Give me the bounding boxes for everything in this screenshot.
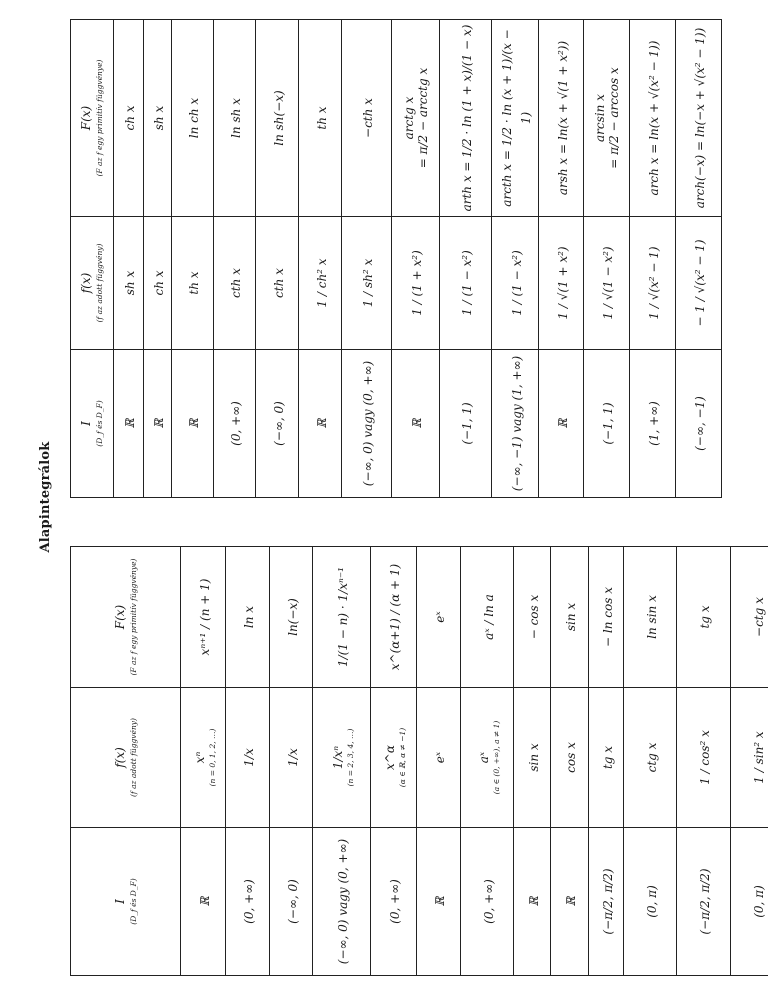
- primitive-cell: sin x: [551, 547, 589, 688]
- header-function: f(x) (f az adott függvény): [71, 217, 114, 350]
- table-row: [630, 20, 676, 498]
- function-cell: cth x: [256, 217, 299, 350]
- interval-cell: (−1, 1): [584, 350, 630, 498]
- interval-cell: ℝ: [299, 350, 342, 498]
- primitive-cell: ch x: [114, 20, 144, 217]
- function-cell: 1 / √(1 + x²): [539, 217, 584, 350]
- function-cell: 1/xⁿ (n = 2, 3, 4, …): [313, 688, 371, 828]
- primitive-cell: −cth x: [342, 20, 392, 217]
- integral-table-left: [70, 546, 768, 976]
- page-title: Alapintegrálok: [38, 441, 53, 553]
- interval-cell: ℝ: [392, 350, 440, 498]
- table-row: [676, 20, 722, 498]
- function-cell: − 1 / √(x² − 1): [676, 217, 722, 350]
- table-row: [392, 20, 440, 498]
- table-row: [226, 547, 270, 976]
- primitive-cell: arth x = 1/2 · ln (1 + x)/(1 − x): [440, 20, 492, 217]
- table-row: [539, 20, 584, 498]
- table-header-row: [71, 20, 114, 498]
- function-cell: 1 / (1 + x²): [392, 217, 440, 350]
- header-interval: I (D_f és D_F): [71, 828, 181, 976]
- header-function: f(x) (f az adott függvény): [71, 688, 181, 828]
- function-cell: sin x: [514, 688, 551, 828]
- interval-cell: (0, π): [624, 828, 677, 976]
- primitive-cell: arcsin x = π/2 − arccos x: [584, 20, 630, 217]
- primitive-cell: arch x = ln(x + √(x² − 1)): [630, 20, 676, 217]
- function-cell: tg x: [589, 688, 624, 828]
- table-row: [172, 20, 214, 498]
- primitive-cell: aˣ / ln a: [461, 547, 514, 688]
- table-row: [461, 547, 514, 976]
- interval-cell: ℝ: [172, 350, 214, 498]
- function-cell: sh x: [114, 217, 144, 350]
- function-cell: 1 / sin² x: [731, 688, 768, 828]
- function-cell: 1 / (1 − x²): [440, 217, 492, 350]
- function-cell: xⁿ (n = 0, 1, 2, …): [181, 688, 226, 828]
- interval-cell: (0, +∞): [461, 828, 514, 976]
- primitive-cell: th x: [299, 20, 342, 217]
- interval-cell: ℝ: [539, 350, 584, 498]
- primitive-cell: ln sh(−x): [256, 20, 299, 217]
- primitive-cell: arcth x = 1/2 · ln (x + 1)/(x − 1): [492, 20, 539, 217]
- table-row: [440, 20, 492, 498]
- primitive-cell: tg x: [677, 547, 731, 688]
- function-cell: 1 / sh² x: [342, 217, 392, 350]
- function-cell: ch x: [144, 217, 172, 350]
- function-cell: 1 / (1 − x²): [492, 217, 539, 350]
- table-row: [492, 20, 539, 498]
- function-cell: 1 / √(1 − x²): [584, 217, 630, 350]
- primitive-cell: ln ch x: [172, 20, 214, 217]
- function-cell: 1 / cos² x: [677, 688, 731, 828]
- primitive-cell: −ctg x: [731, 547, 768, 688]
- interval-cell: (−∞, 0): [256, 350, 299, 498]
- table-row: [342, 20, 392, 498]
- interval-cell: (−∞, 0) vagy (0, +∞): [342, 350, 392, 498]
- table-row: [731, 547, 768, 976]
- function-cell: cth x: [214, 217, 256, 350]
- function-cell: aˣ (a ∈ (0, +∞), a ≠ 1): [461, 688, 514, 828]
- table-row: [299, 20, 342, 498]
- table-row: [589, 547, 624, 976]
- primitive-cell: arsh x = ln(x + √(1 + x²)): [539, 20, 584, 217]
- table-row: [551, 547, 589, 976]
- primitive-cell: arctg x = π/2 − arcctg x: [392, 20, 440, 217]
- interval-cell: ℝ: [114, 350, 144, 498]
- primitive-cell: eˣ: [417, 547, 461, 688]
- interval-cell: ℝ: [514, 828, 551, 976]
- function-cell: 1 / √(x² − 1): [630, 217, 676, 350]
- function-cell: ctg x: [624, 688, 677, 828]
- interval-cell: (−π/2, π/2): [677, 828, 731, 976]
- header-interval: I (D_f és D_F): [71, 350, 114, 498]
- function-cell: 1 / ch² x: [299, 217, 342, 350]
- interval-cell: (0, π): [731, 828, 768, 976]
- table-row: [256, 20, 299, 498]
- primitive-cell: sh x: [144, 20, 172, 217]
- interval-cell: (−∞, 0) vagy (0, +∞): [313, 828, 371, 976]
- table-row: [371, 547, 417, 976]
- primitive-cell: − cos x: [514, 547, 551, 688]
- primitive-cell: ln sin x: [624, 547, 677, 688]
- interval-cell: (1, +∞): [630, 350, 676, 498]
- interval-cell: (0, +∞): [371, 828, 417, 976]
- primitive-cell: − ln cos x: [589, 547, 624, 688]
- table-row: [181, 547, 226, 976]
- primitive-cell: ln sh x: [214, 20, 256, 217]
- function-cell: 1/x: [270, 688, 313, 828]
- primitive-cell: 1/(1 − n) · 1/xⁿ⁻¹: [313, 547, 371, 688]
- interval-cell: (0, +∞): [226, 828, 270, 976]
- function-cell: x^α (α ∈ ℝ, α ≠ −1): [371, 688, 417, 828]
- function-cell: 1/x: [226, 688, 270, 828]
- table-row: [114, 20, 144, 498]
- interval-cell: (0, +∞): [214, 350, 256, 498]
- primitive-cell: x^(α+1) / (α + 1): [371, 547, 417, 688]
- interval-cell: ℝ: [181, 828, 226, 976]
- interval-cell: (−∞, 0): [270, 828, 313, 976]
- interval-cell: (−π/2, π/2): [589, 828, 624, 976]
- table-header-row: [71, 547, 181, 976]
- integral-table-right: [70, 19, 722, 498]
- primitive-cell: ln x: [226, 547, 270, 688]
- primitive-cell: xⁿ⁺¹ / (n + 1): [181, 547, 226, 688]
- function-cell: cos x: [551, 688, 589, 828]
- function-cell: eˣ: [417, 688, 461, 828]
- table-row: [514, 547, 551, 976]
- interval-cell: ℝ: [144, 350, 172, 498]
- function-cell: th x: [172, 217, 214, 350]
- header-primitive: F(x) (F az f egy primitív függvénye): [71, 20, 114, 217]
- header-primitive: F(x) (F az f egy primitív függvénye): [71, 547, 181, 688]
- interval-cell: (−1, 1): [440, 350, 492, 498]
- table-row: [624, 547, 677, 976]
- primitive-cell: ln(−x): [270, 547, 313, 688]
- interval-cell: ℝ: [551, 828, 589, 976]
- interval-cell: (−∞, −1) vagy (1, +∞): [492, 350, 539, 498]
- table-row: [214, 20, 256, 498]
- interval-cell: (−∞, −1): [676, 350, 722, 498]
- table-row: [313, 547, 371, 976]
- table-row: [417, 547, 461, 976]
- table-row: [584, 20, 630, 498]
- interval-cell: ℝ: [417, 828, 461, 976]
- table-row: [144, 20, 172, 498]
- table-row: [270, 547, 313, 976]
- table-row: [677, 547, 731, 976]
- primitive-cell: arch(−x) = ln(−x + √(x² − 1)): [676, 20, 722, 217]
